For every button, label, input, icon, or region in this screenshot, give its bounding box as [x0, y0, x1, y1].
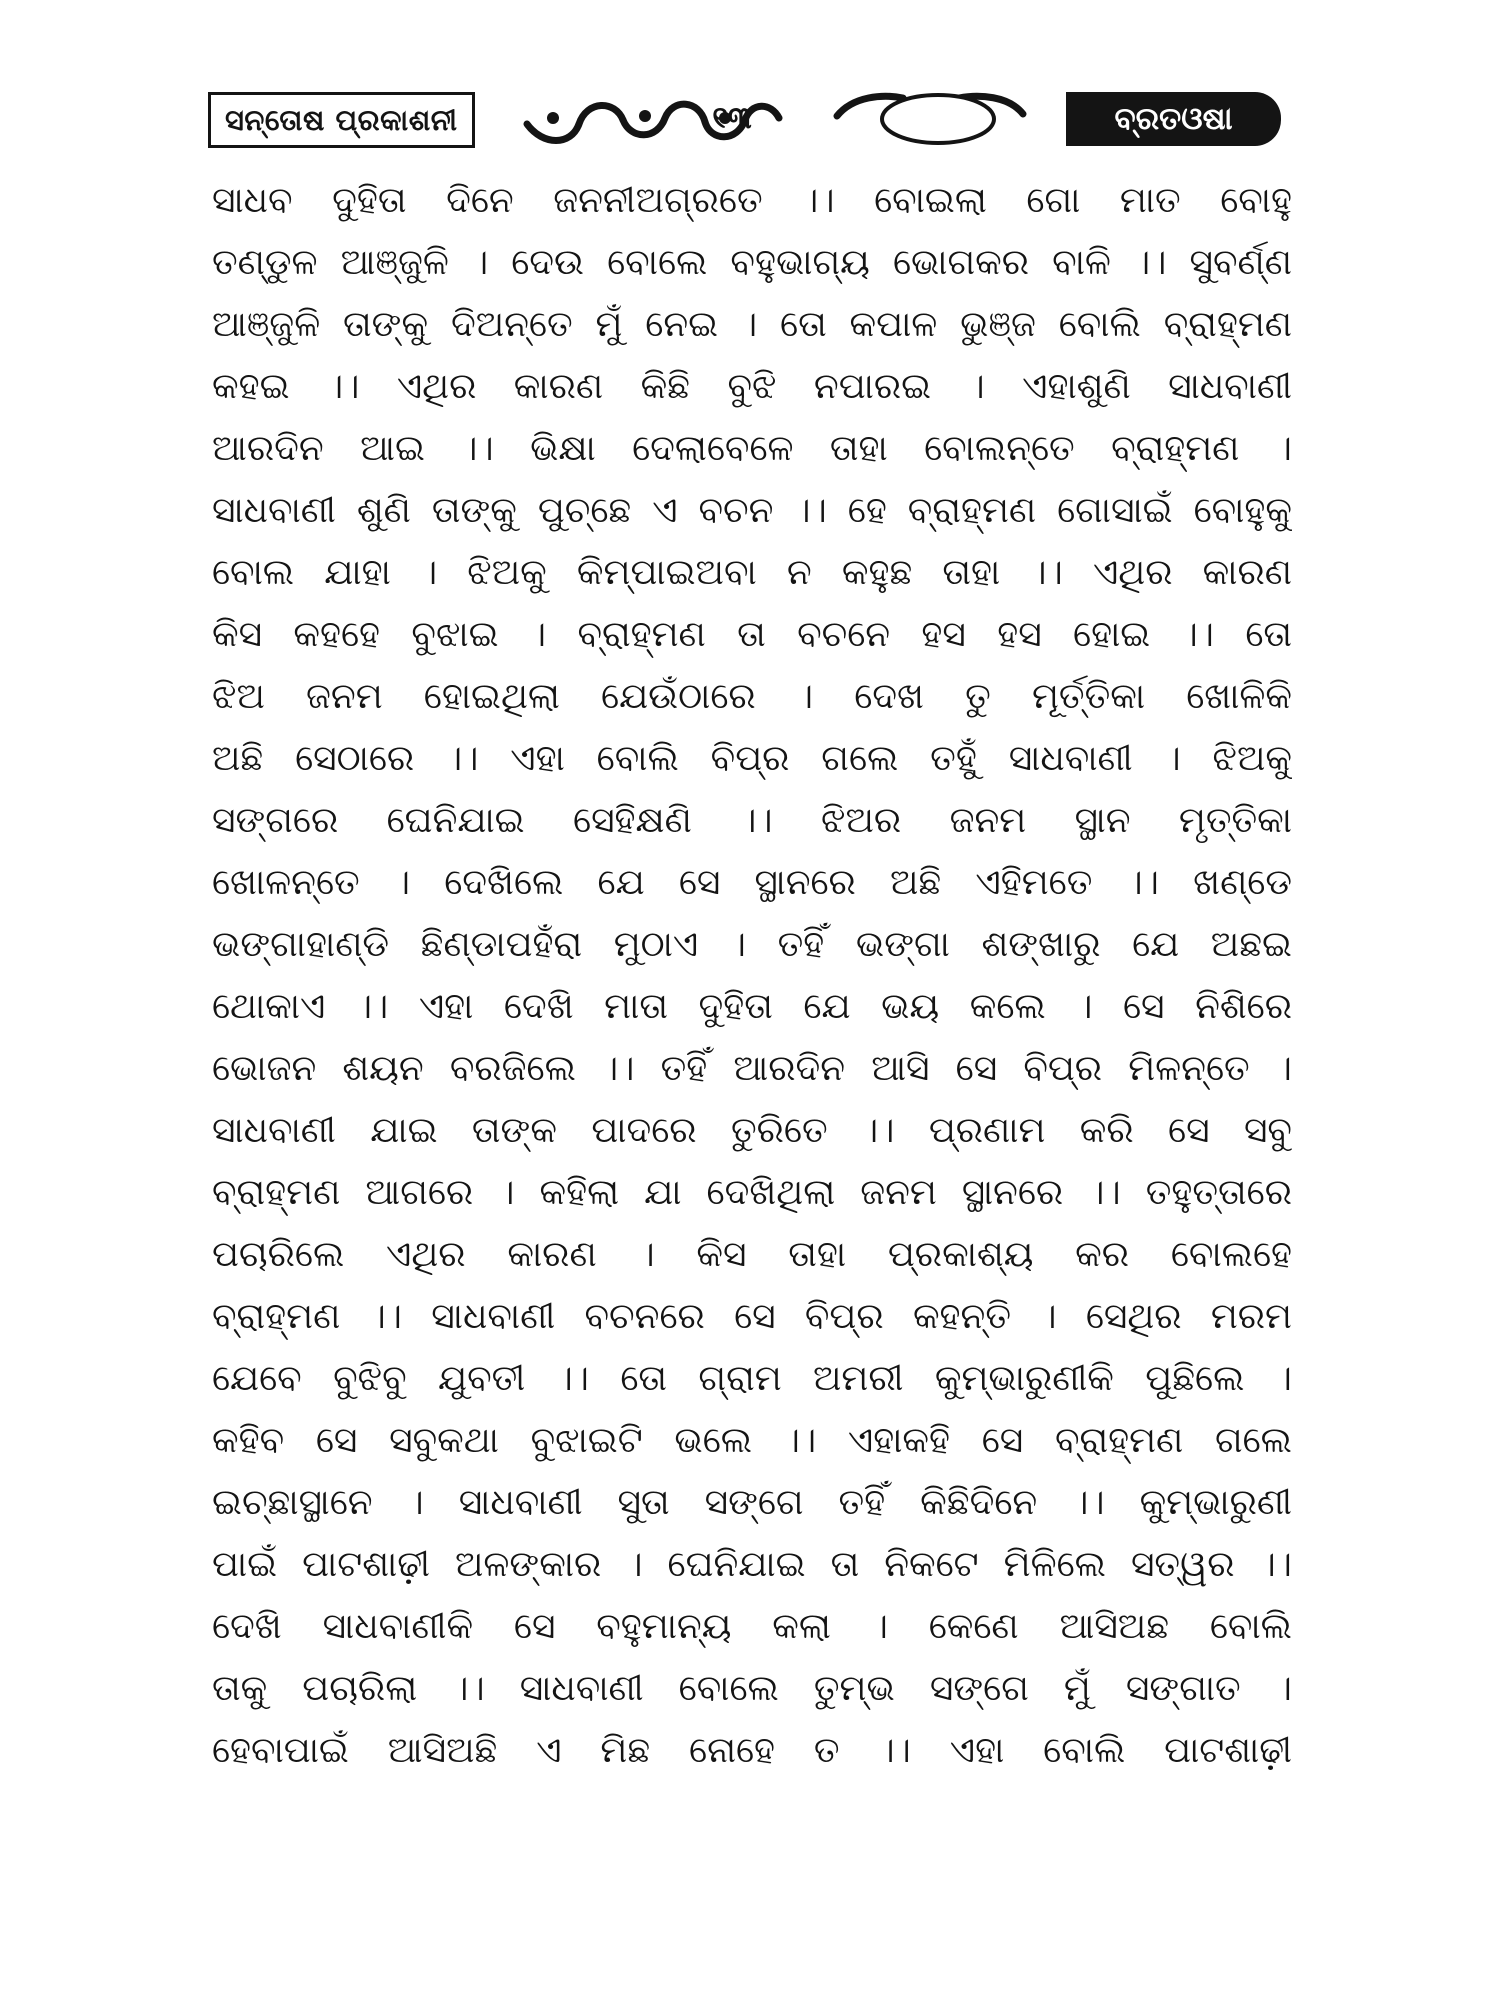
- text-line: ତାକୁ ପଚାରିଲା ।। ସାଧବାଣୀ ବୋଲେ ତୁମ୍ଭ ସଙ୍ଗେ ମୁଁ ସଙ୍ଗାତ ।: [212, 1668, 1292, 1709]
- text-line: ସଙ୍ଗରେ ଘେନିଯାଇ ସେହିକ୍ଷଣି ।। ଝିଅର ଜନମ ସ୍ଥାନ ମୃତ୍ତିକା: [212, 800, 1292, 841]
- text-line: ଥୋକାଏ ।। ଏହା ଦେଖି ମାତା ଦୁହିତା ଯେ ଭୟ କଲେ । ସେ ନିଶିରେ: [212, 986, 1292, 1027]
- book-title-badge: ବ୍ରତଓଷା: [1066, 92, 1281, 146]
- publisher-name: ସନ୍ତୋଷ ପ୍ରକାଶନୀ: [208, 92, 475, 148]
- text-line: ତଣ୍ଡୁଳ ଆଞ୍ଜୁଳି । ଦେଉ ବୋଲେ ବହୁଭାଗ୍ୟ ଭୋଗକର ବାଳି ।। ସୁବର୍ଣ୍ଣ: [212, 242, 1292, 283]
- text-line: ସାଧବ ଦୁହିତା ଦିନେ ଜନନୀଅଗ୍ରତେ ।। ବୋଇଲା ଗୋ ମାତ ବୋହୁ: [212, 180, 1292, 221]
- page-header: [208, 88, 1278, 150]
- text-line: ବ୍ରାହ୍ମଣ ।। ସାଧବାଣୀ ବଚନରେ ସେ ବିପ୍ର କହନ୍ତି । ସେଥିର ମରମ: [212, 1296, 1292, 1337]
- text-line: ଭୋଜନ ଶୟନ ବରଜିଲେ ।। ତହିଁ ଆରଦିନ ଆସି ସେ ବିପ୍ର ମିଳନ୍ତେ ।: [212, 1048, 1292, 1089]
- text-line: ଇଚ୍ଛାସ୍ଥାନେ । ସାଧବାଣୀ ସୁତା ସଙ୍ଗେ ତହିଁ କିଛିଦିନେ ।। କୁମ୍ଭାରୁଣୀ: [212, 1482, 1292, 1523]
- text-line: କହଇ ।। ଏଥିର କାରଣ କିଛି ବୁଝି ନପାରଇ । ଏହାଶୁଣି ସାଧବାଣୀ: [212, 366, 1292, 407]
- text-line: ବ୍ରାହ୍ମଣ ଆଗରେ । କହିଲା ଯା ଦେଖିଥିଲା ଜନମ ସ୍ଥାନରେ ।। ତହୁତ୍ତାରେ: [212, 1172, 1292, 1213]
- text-line: ସାଧବାଣୀ ଶୁଣି ତାଙ୍କୁ ପୁଚ୍ଛେ ଏ ବଚନ ।। ହେ ବ୍ରାହ୍ମଣ ଗୋସାଇଁ ବୋହୁକୁ: [212, 490, 1292, 531]
- body-text: [212, 170, 1292, 1782]
- text-line: କହିବ ସେ ସବୁକଥା ବୁଝାଇଟି ଭଲେ ।। ଏହାକହି ସେ ବ୍ରାହ୍ମଣ ଗଲେ: [212, 1420, 1292, 1461]
- text-line: ଅଛି ସେଠାରେ ।। ଏହା ବୋଲି ବିପ୍ର ଗଲେ ତହୁଁ ସାଧବାଣୀ । ଝିଅକୁ: [212, 738, 1292, 779]
- text-line: ସାଧବାଣୀ ଯାଇ ତାଙ୍କ ପାଦରେ ତୁରିତେ ।। ପ୍ରଣାମ କରି ସେ ସବୁ: [212, 1110, 1292, 1151]
- text-line: ଆରଦିନ ଆଇ ।। ଭିକ୍ଷା ଦେଲାବେଳେ ତାହା ବୋଲନ୍ତେ ବ୍ରାହ୍ମଣ ।: [212, 428, 1292, 469]
- text-line: ଝିଅ ଜନମ ହୋଇଥିଲା ଯେଉଁଠାରେ । ଦେଖ ତୁ ମୂର୍ତ୍ତିକା ଖୋଳିକି: [212, 676, 1292, 717]
- text-line: ଭଙ୍ଗାହାଣ୍ଡି ଛିଣ୍ଡାପହଁରା ମୁଠାଏ । ତହିଁ ଭଙ୍ଗା ଶଙ୍ଖାରୁ ଯେ ଅଛଇ: [212, 924, 1292, 965]
- text-line: ଦେଖି ସାଧବାଣୀକି ସେ ବହୁମାନ୍ୟ କଲା । କେଣେ ଆସିଅଛ ବୋଲି: [212, 1606, 1292, 1647]
- text-line: ପାଇଁ ପାଟଶାଢ଼ୀ ଅଳଙ୍କାର । ଘେନିଯାଇ ତା ନିକଟେ ମିଳିଲେ ସତ୍ୱର ।।: [212, 1544, 1292, 1585]
- text-line: ବୋଲ ଯାହା । ଝିଅକୁ କିମ୍ପାଇଅବା ନ କହୁଛ ତାହା ।। ଏଥିର କାରଣ: [212, 552, 1292, 593]
- text-line: ଖୋଳନ୍ତେ । ଦେଖିଲେ ଯେ ସେ ସ୍ଥାନରେ ଅଛି ଏହିମତେ ।। ଖଣ୍ଡେ: [212, 862, 1292, 903]
- text-line: ହେବାପାଇଁ ଆସିଅଛି ଏ ମିଛ ନୋହେ ତ ।। ଏହା ବୋଲି ପାଟଶାଢ଼ୀ: [212, 1730, 1292, 1771]
- text-line: ଯେବେ ବୁଝିବୁ ଯୁବତୀ ।। ତୋ ଗ୍ରାମ ଅମରୀ କୁମ୍ଭାରୁଣୀକି ପୁଛିଲେ ।: [212, 1358, 1292, 1399]
- text-line: କିସ କହହେ ବୁଝାଇ । ବ୍ରାହ୍ମଣ ତା ବଚନେ ହସ ହସ ହୋଇ ।। ତୋ: [212, 614, 1292, 655]
- text-line: ପଚାରିଲେ ଏଥିର କାରଣ । କିସ ତାହା ପ୍ରକାଶ୍ୟ କର ବୋଲହେ: [212, 1234, 1292, 1275]
- page-number: ୧୩: [712, 100, 752, 136]
- text-line: ଆଞ୍ଜୁଳି ତାଙ୍କୁ ଦିଅନ୍ତେ ମୁଁ ନେଇ । ତୋ କପାଳ ଭୁଞ୍ଜ ବୋଲି ବ୍ରାହ୍ମଣ: [212, 304, 1292, 345]
